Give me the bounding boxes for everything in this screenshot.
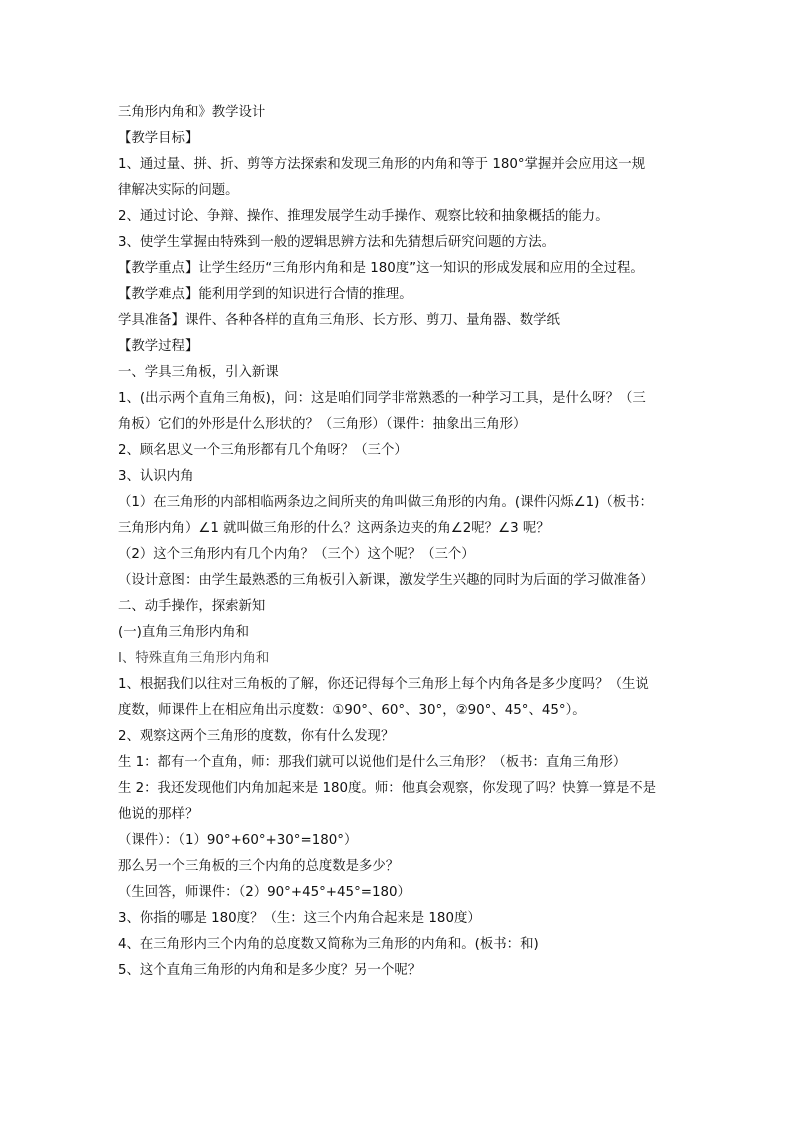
- doc-line: （课件）：（1）90°+60°+30°=180°）: [118, 833, 358, 848]
- doc-line: 生 1：都有一个直角，师：那我们就可以说他们是什么三角形？（板书：直角三角形）: [118, 755, 627, 770]
- doc-line: 他说的那样？: [118, 807, 199, 822]
- doc-line: 3、你指的哪是 180度？（生：这三个内角合起来是 180度）: [118, 911, 481, 926]
- doc-title: 三角形内角和》教学设计: [118, 105, 266, 120]
- doc-line: 1、(出示两个直角三角板)，问：这是咱们同学非常熟悉的一种学习工具，是什么呀？（三: [118, 391, 646, 406]
- section-heading-difficulty: 【教学难点】能利用学到的知识进行合情的推理。: [118, 287, 413, 302]
- doc-line: 2、观察这两个三角形的度数，你有什么发现？: [118, 729, 395, 744]
- doc-line: 3、使学生掌握由特殊到一般的逻辑思辨方法和先猜想后研究问题的方法。: [118, 235, 556, 250]
- doc-line: （2）这个三角形内有几个内角？（三个）这个呢？（三个）: [118, 547, 475, 562]
- doc-line: 2、顾名思义一个三角形都有几个角呀？（三个）: [118, 443, 408, 458]
- doc-line: 4、在三角形内三个内角的总度数又简称为三角形的内角和。(板书：和): [118, 937, 539, 952]
- section-heading-goals: 【教学目标】: [118, 131, 199, 146]
- doc-line: (一)直角三角形内角和: [118, 625, 249, 640]
- doc-line: 3、认识内角: [118, 469, 194, 484]
- doc-line: 三角形内角）∠1 就叫做三角形的什么？这两条边夹的角∠2呢？∠3 呢？: [118, 521, 550, 536]
- doc-line: 那么另一个三角板的三个内角的总度数是多少？: [118, 859, 400, 874]
- doc-line: 度数，师课件上在相应角出示度数：①90°、60°、30°，②90°、45°、45°）。: [118, 703, 586, 718]
- doc-line: 1、通过量、拼、折、剪等方法探索和发现三角形的内角和等于 180°掌握并会应用这一规: [118, 157, 646, 172]
- doc-line: （生回答，师课件：（2）90°+45°+45°=180）: [118, 885, 411, 900]
- section-heading-focus: 【教学重点】让学生经历“三角形内角和是 180度”这一知识的形成发展和应用的全过程。: [118, 261, 644, 276]
- doc-line: （设计意图：由学生最熟悉的三角板引入新课，激发学生兴趣的同时为后面的学习做准备）: [118, 573, 654, 588]
- doc-line: Ⅰ、特殊直角三角形内角和: [118, 651, 270, 666]
- doc-line: 一、学具三角板，引入新课: [118, 365, 279, 380]
- section-heading-materials: 学具准备】课件、各种各样的直角三角形、长方形、剪刀、量角器、数学纸: [118, 313, 560, 328]
- document-page: [118, 100, 678, 984]
- doc-line: 5、这个直角三角形的内角和是多少度？另一个呢？: [118, 963, 422, 978]
- doc-line: 生 2：我还发现他们内角加起来是 180度。师：他真会观察，你发现了吗？快算一算是不是: [118, 781, 657, 796]
- doc-line: 二、动手操作，探索新知: [118, 599, 266, 614]
- section-heading-process: 【教学过程】: [118, 339, 199, 354]
- doc-line: 律解决实际的问题。: [118, 183, 239, 198]
- doc-line: 角板）它们的外形是什么形状的？（三角形）（课件：抽象出三角形）: [118, 417, 527, 432]
- doc-line: （1）在三角形的内部相临两条边之间所夹的角叫做三角形的内角。(课件闪烁∠1)（板书：: [118, 495, 653, 510]
- doc-line: 1、根据我们以往对三角板的了解，你还记得每个三角形上每个内角各是多少度吗？（生说: [118, 677, 649, 692]
- doc-line: 2、通过讨论、争辩、操作、推理发展学生动手操作、观察比较和抽象概括的能力。: [118, 209, 609, 224]
